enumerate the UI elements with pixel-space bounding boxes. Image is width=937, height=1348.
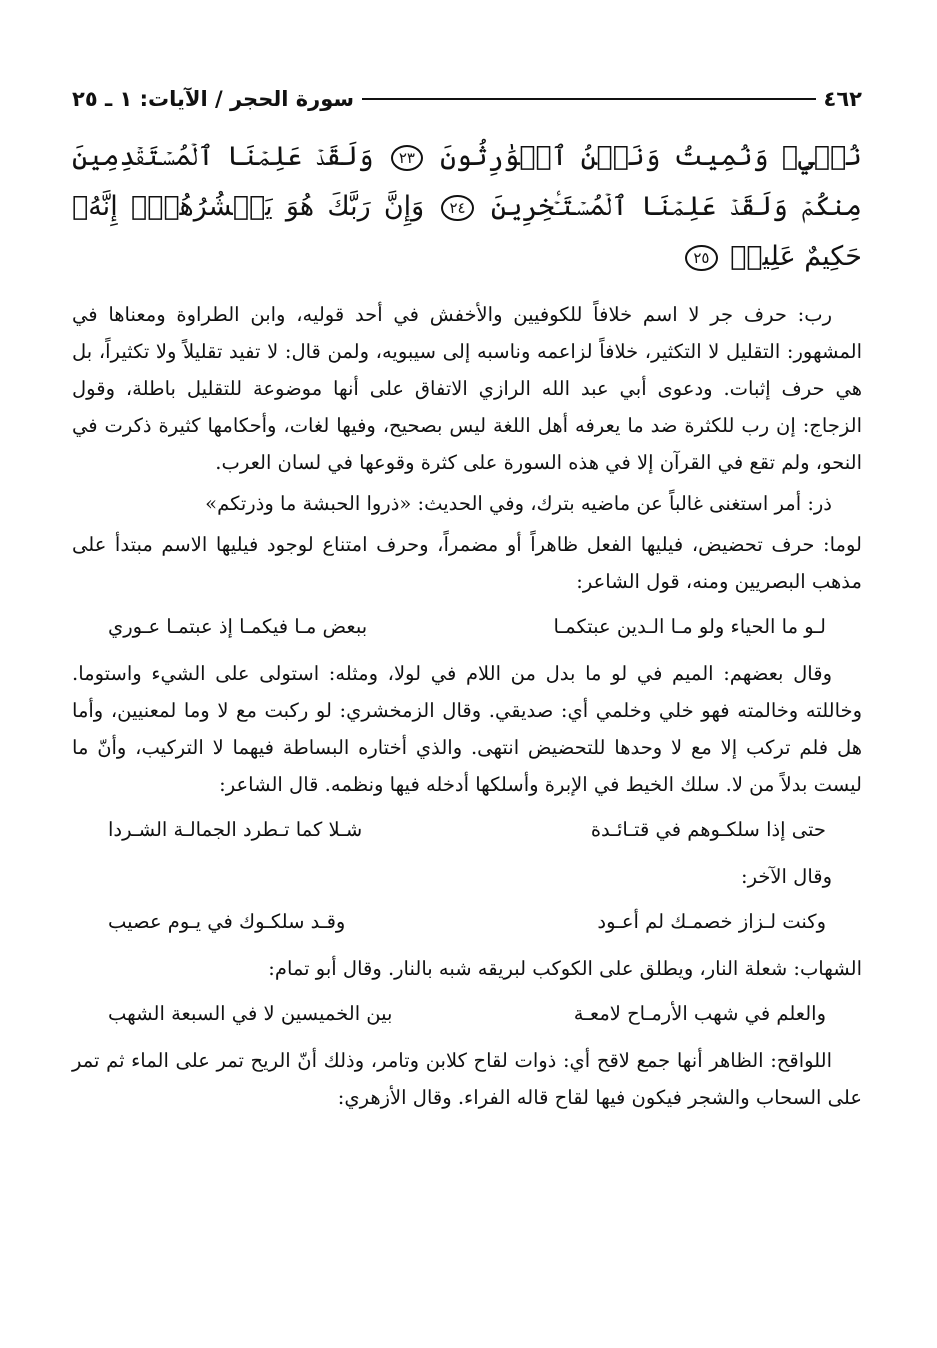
poetry-verse-3: [72, 903, 862, 940]
page-header: [72, 82, 862, 116]
quran-verses: [72, 132, 862, 282]
poetry-verse-2: [72, 811, 862, 848]
verse-4-second-hemistich: بين الخميسين لا في السبعة الشهب: [108, 1002, 393, 1025]
poetry-verse-4: [72, 995, 862, 1032]
verse-2-first-hemistich: حتى إذا سلكـوهم في قتـائـدة: [590, 818, 826, 841]
paragraph-mim: وقال بعضهم: الميم في لو ما بدل من اللام في لولا، ومثله: استولى على الشيء واستوما. وخاللته وخالمته فهو خلي وخلمي أي: صديقي. وقال الزمخشري: لو ركبت مع لا وما لمعنيين، وأما هل فلم تركب إلا مع لا وحدها للتحضيض انتهى. والذي أختاره البساطة فيهما لا التركيب، وأنّ ما ليست بدلاً من لا. سلك الخيط في الإبرة وأسلكها أدخله فيها ونظمه. قال الشاعر:: [72, 662, 862, 796]
paragraph-dhar: ذر: أمر استغنى غالباً عن ماضيه بترك، وفي الحديث: «ذروا الحبشة ما وذرتكم»: [205, 492, 832, 515]
ayah-number-24: ٢٤: [441, 195, 473, 221]
document-page: [72, 82, 862, 1120]
header-rule: [362, 98, 816, 100]
quran-text-1a: نُحۡيِۦ وَنُمِيتُ وَنَحۡنُ ٱلۡوَٰرِثُونَ: [440, 141, 862, 172]
verse-2-second-hemistich: شـلا كما تـطرد الجمالـة الشـردا: [108, 818, 363, 841]
ayah-number-23: ٢٣: [391, 145, 423, 171]
verse-3-second-hemistich: وقـد سلكـوك في يـوم عصيب: [108, 910, 346, 933]
chapter-title: سورة الحجر / الآيات: ١ ـ ٢٥: [72, 87, 355, 111]
paragraph-rubba: رب: حرف جر لا اسم خلافاً للكوفيين والأخفش في أحد قوليه، وابن الطراوة ومعناها في المشهور: التقليل لا التكثير، خلافاً لزاعمه وناسبه إلى سيبويه، ولمن قال: لا تفيد تقليلاً ولا تكثيراً، بل هي حرف إثبات. ودعوى أبي عبد الله الرازي الاتفاق على أنها موضوعة للتقليل باطلة، وقول الزجاج: إن رب للكثرة ضد ما يعرفه أهل اللغة ليس بصحيح، وفيها لغات، وأحكامها كثيرة ذكرت في النحو، ولم تقع في القرآن إلا في هذه السورة على كثرة وقوعها في لسان العرب.: [72, 303, 862, 474]
other-poet-intro: وقال الآخر:: [741, 865, 832, 888]
poetry-verse-1: [72, 608, 862, 645]
verse-3-first-hemistich: وكنت لـزاز خصمـك لم أعـود: [597, 910, 826, 933]
quran-text-1b: وَلَقَدۡ عَلِمۡنَا ٱلۡمُسۡتَقۡدِمِينَ مِنكُمۡ وَلَقَدۡ عَلِمۡنَا ٱلۡمُسۡتَـٔۡخِرِينَ: [72, 141, 862, 222]
verse-1-second-hemistich: ببعض مـا فيكمـا إذ عبتمـا عـوري: [108, 615, 368, 638]
paragraph-lawaqih: اللواقح: الظاهر أنها جمع لاقح أي: ذوات لقاح كلابن وتامر، وذلك أنّ الريح تمر على الماء ثم تمر على السحاب والشجر فيكون فيها لقاح قاله الفراء. وقال الأزهري:: [72, 1049, 862, 1109]
quran-text-2: وَإِنَّ رَبَّكَ هُوَ يَحۡشُرُهُمۡۚ إِنَّهُۥ حَكِيمٌ عَلِيمٞ: [72, 191, 862, 272]
commentary: [72, 296, 862, 1116]
verse-4-first-hemistich: والعلم في شهب الأرمـاح لامعـة: [573, 1002, 826, 1025]
verse-1-first-hemistich: لـو ما الحياء ولو مـا الـدين عبتكمـا: [553, 615, 826, 638]
paragraph-lawma: لوما: حرف تحضيض، فيليها الفعل ظاهراً أو مضمراً، وحرف امتناع لوجود فيليها الاسم مبتدأ على مذهب البصريين ومنه، قول الشاعر:: [72, 533, 862, 593]
page-number: ٤٦٢: [823, 87, 862, 111]
paragraph-shihab: الشهاب: شعلة النار، ويطلق على الكوكب لبريقه شبه بالنار. وقال أبو تمام:: [268, 957, 862, 980]
ayah-number-25: ٢٥: [685, 245, 717, 271]
